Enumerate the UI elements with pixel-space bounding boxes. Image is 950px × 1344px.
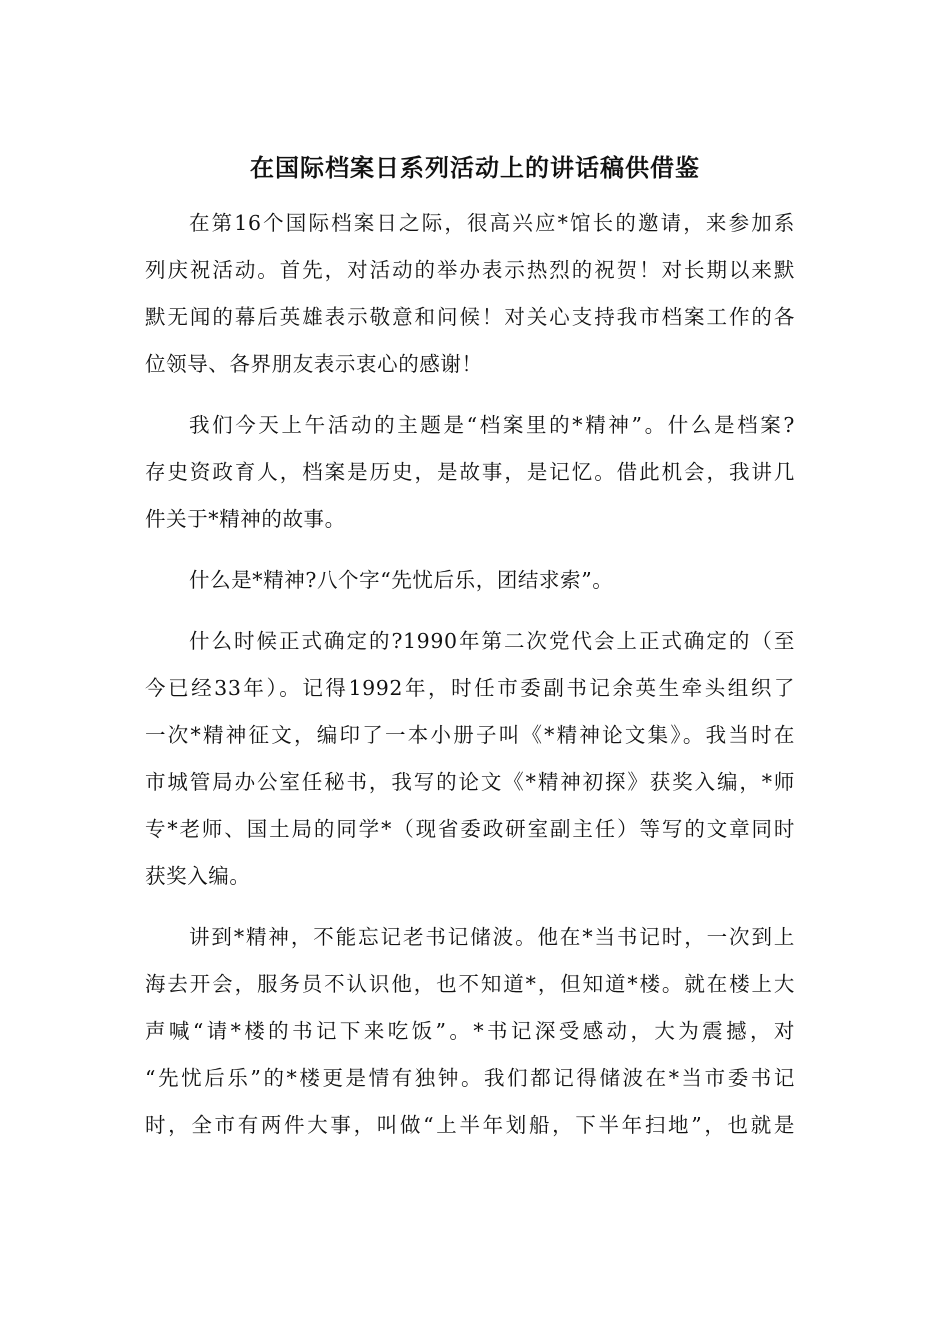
paragraph-line: 讲到*精神，不能忘记老书记储波。他在*当书记时，一次到上 xyxy=(189,925,795,949)
paragraph-line: 我们今天上午活动的主题是“档案里的*精神”。什么是档案? xyxy=(189,413,795,437)
paragraph-line: 市城管局办公室任秘书，我写的论文《*精神初探》获奖入编，*师 xyxy=(145,770,795,794)
paragraph-line: 件关于*精神的故事。 xyxy=(145,507,346,531)
paragraph-line: 什么是*精神?八个字“先忧后乐，团结求索”。 xyxy=(189,568,614,592)
paragraph-line: 在第16个国际档案日之际，很高兴应*馆长的邀请，来参加系 xyxy=(189,211,795,235)
paragraph-line: 专*老师、国土局的同学*（现省委政研室副主任）等写的文章同时 xyxy=(145,817,795,841)
paragraph-line: 时，全市有两件大事，叫做“上半年划船，下半年扫地”，也就是 xyxy=(145,1113,795,1137)
paragraph-line: 什么时候正式确定的?1990年第二次党代会上正式确定的（至 xyxy=(189,629,795,653)
paragraph-line: 存史资政育人，档案是历史，是故事，是记忆。借此机会，我讲几 xyxy=(145,460,795,484)
paragraph-5 xyxy=(145,914,795,1149)
paragraph-3 xyxy=(145,557,795,604)
paragraph-line: 获奖入编。 xyxy=(145,864,251,888)
paragraph-1 xyxy=(145,200,795,388)
paragraph-line: 声喊“请*楼的书记下来吃饭”。*书记深受感动，大为震撼，对 xyxy=(145,1019,795,1043)
paragraph-line: 今已经33年）。记得1992年，时任市委副书记余英生牵头组织了 xyxy=(145,676,795,700)
paragraph-line: 默无闻的幕后英雄表示敬意和问候！对关心支持我市档案工作的各 xyxy=(145,305,795,329)
document-body xyxy=(145,200,795,1163)
paragraph-4 xyxy=(145,618,795,900)
paragraph-line: “先忧后乐”的*楼更是情有独钟。我们都记得储波在*当市委书记 xyxy=(145,1066,795,1090)
paragraph-line: 海去开会，服务员不认识他，也不知道*，但知道*楼。就在楼上大 xyxy=(145,972,795,996)
paragraph-line: 一次*精神征文，编印了一本小册子叫《*精神论文集》。我当时在 xyxy=(145,723,795,747)
paragraph-line: 位领导、各界朋友表示衷心的感谢！ xyxy=(145,352,483,376)
paragraph-line: 列庆祝活动。首先，对活动的举办表示热烈的祝贺！对长期以来默 xyxy=(145,258,795,282)
document-title: 在国际档案日系列活动上的讲话稿供借鉴 xyxy=(250,154,700,182)
paragraph-2 xyxy=(145,402,795,543)
